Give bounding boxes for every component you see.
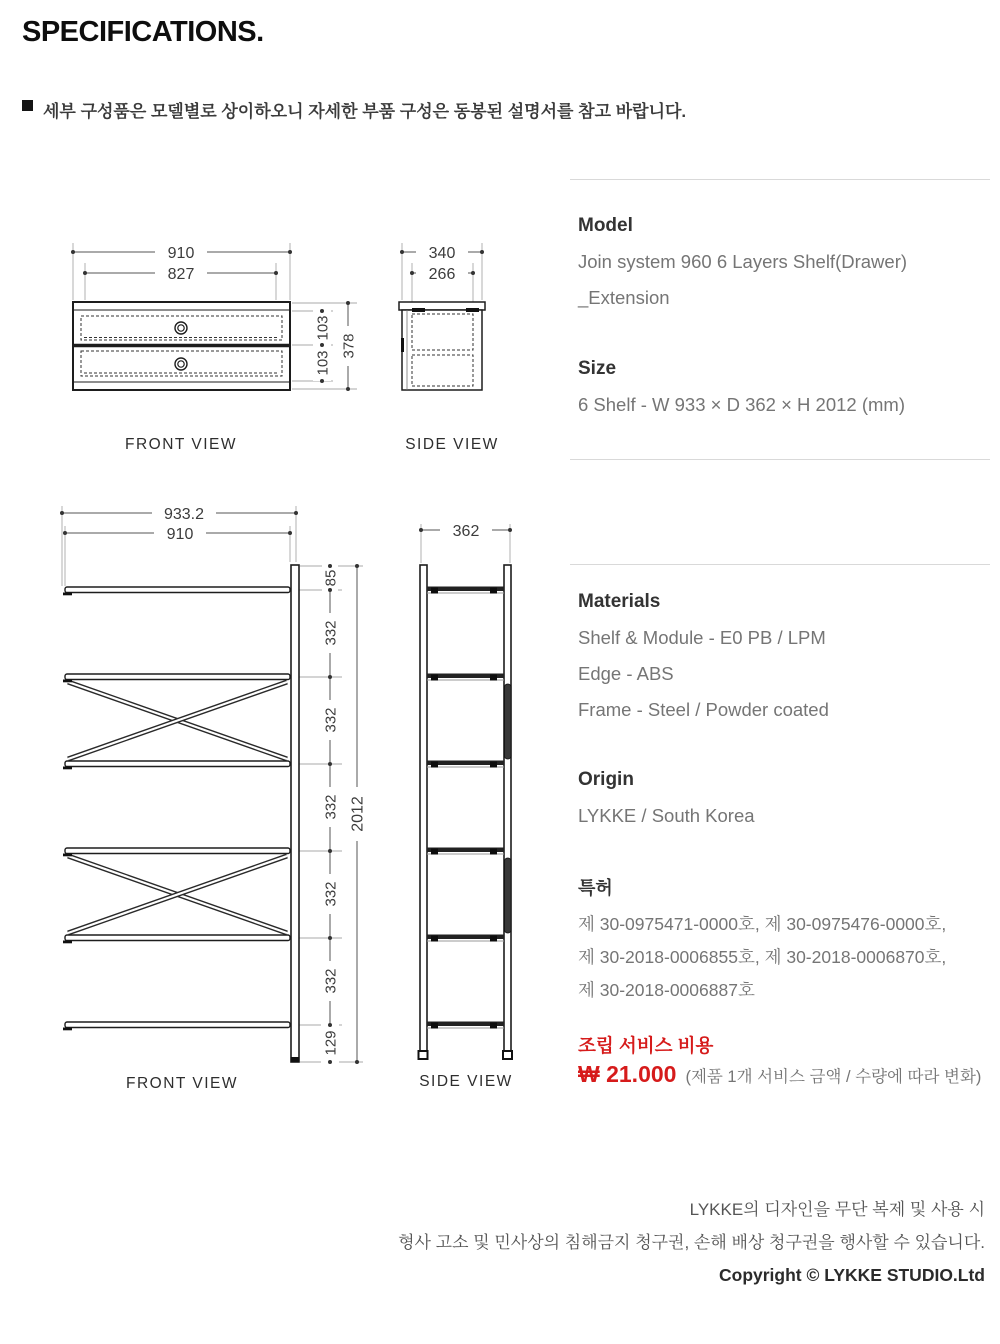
size-value: 6 Shelf - W 933 × D 362 × H 2012 (mm) xyxy=(578,394,905,415)
patent-line-3: 제 30-2018-0006887호 xyxy=(578,980,755,1000)
shelf-gap-dim-5: 332 xyxy=(322,968,340,994)
drawer-lower-height-dim: 103 xyxy=(314,350,332,376)
assembly-price: ₩ 21.000 xyxy=(578,1061,677,1087)
shelf-bottom-offset-dim: 129 xyxy=(322,1030,340,1056)
materials-heading: Materials xyxy=(578,591,661,612)
drawer-front-outer-width-dim: 910 xyxy=(167,245,195,262)
drawer-total-height-dim: 378 xyxy=(340,333,358,359)
shelf-gap-dim-1: 332 xyxy=(322,620,340,646)
assembly-price-row xyxy=(578,1061,981,1088)
patent-line-1: 제 30-0975471-0000호, 제 30-0975476-0000호, xyxy=(578,914,947,934)
drawer-front-view-label: FRONT VIEW xyxy=(124,436,238,453)
shelf-side-view-drawing xyxy=(419,520,513,1090)
model-heading: Model xyxy=(578,215,633,236)
page-title: SPECIFICATIONS. xyxy=(22,16,264,48)
model-line-1: Join system 960 6 Layers Shelf(Drawer) xyxy=(578,251,908,272)
drawer-front-inner-width-dim: 827 xyxy=(167,266,195,283)
frame-post xyxy=(291,565,299,1062)
shelf-gap-dim-4: 332 xyxy=(322,881,340,907)
model-line-2: _Extension xyxy=(578,287,670,308)
shelf-side-rungs xyxy=(427,587,504,1029)
shelf-gap-dim-3: 332 xyxy=(322,794,340,820)
drawer-side-inner-depth-dim: 266 xyxy=(428,266,456,283)
origin-heading: Origin xyxy=(578,769,634,790)
drawer-side-outer-depth-dim: 340 xyxy=(428,245,456,262)
materials-line-1: Shelf & Module - E0 PB / LPM xyxy=(578,627,826,648)
drawer-side-view-drawing xyxy=(399,242,499,453)
assembly-price-note: (제품 1개 서비스 금액 / 수량에 따라 변화) xyxy=(685,1068,982,1086)
materials-line-3: Frame - Steel / Powder coated xyxy=(578,699,829,720)
cross-brace xyxy=(68,682,287,933)
patent-heading: 특허 xyxy=(578,878,613,898)
footer xyxy=(398,1193,985,1292)
footer-copyright: Copyright © LYKKE STUDIO.Ltd xyxy=(719,1265,985,1285)
drawer-upper-height-dim: 103 xyxy=(314,315,332,341)
shelf-inner-width-dim: 910 xyxy=(166,526,194,543)
footer-line-2: 형사 고소 및 민사상의 침해금지 청구권, 손해 배상 청구권을 행사할 수 있습니다. xyxy=(398,1233,985,1252)
shelf-gap-dim-2: 332 xyxy=(322,707,340,733)
shelf-outer-width-dim: 933.2 xyxy=(163,506,205,523)
divider-top xyxy=(570,179,990,180)
notice-text: 세부 구성품은 모델별로 상이하오니 자세한 부품 구성은 동봉된 설명서를 참고 바랍니다. xyxy=(43,102,687,121)
shelf-side-depth-dim: 362 xyxy=(452,523,480,540)
origin-value: LYKKE / South Korea xyxy=(578,805,755,826)
drawer-front-view-drawing xyxy=(71,242,358,453)
shelf-side-view-label: SIDE VIEW xyxy=(419,1073,513,1090)
shelf-front-view-drawing xyxy=(60,503,367,1092)
footer-line-1: LYKKE의 디자인을 무단 복제 및 사용 시 xyxy=(689,1200,985,1219)
shelf-top-offset-dim: 85 xyxy=(322,569,340,587)
patent-line-2: 제 30-2018-0006855호, 제 30-2018-0006870호, xyxy=(578,947,947,967)
drawer-side-view-label: SIDE VIEW xyxy=(405,436,499,453)
shelf-front-view-label: FRONT VIEW xyxy=(125,1075,239,1092)
divider-middle-1 xyxy=(570,459,990,460)
shelf-total-height-dim: 2012 xyxy=(349,796,367,832)
assembly-cost-heading: 조립 서비스 비용 xyxy=(578,1035,714,1056)
divider-middle-2 xyxy=(570,564,990,565)
size-heading: Size xyxy=(578,358,617,379)
materials-line-2: Edge - ABS xyxy=(578,663,674,684)
shelf-boards xyxy=(65,587,290,1028)
